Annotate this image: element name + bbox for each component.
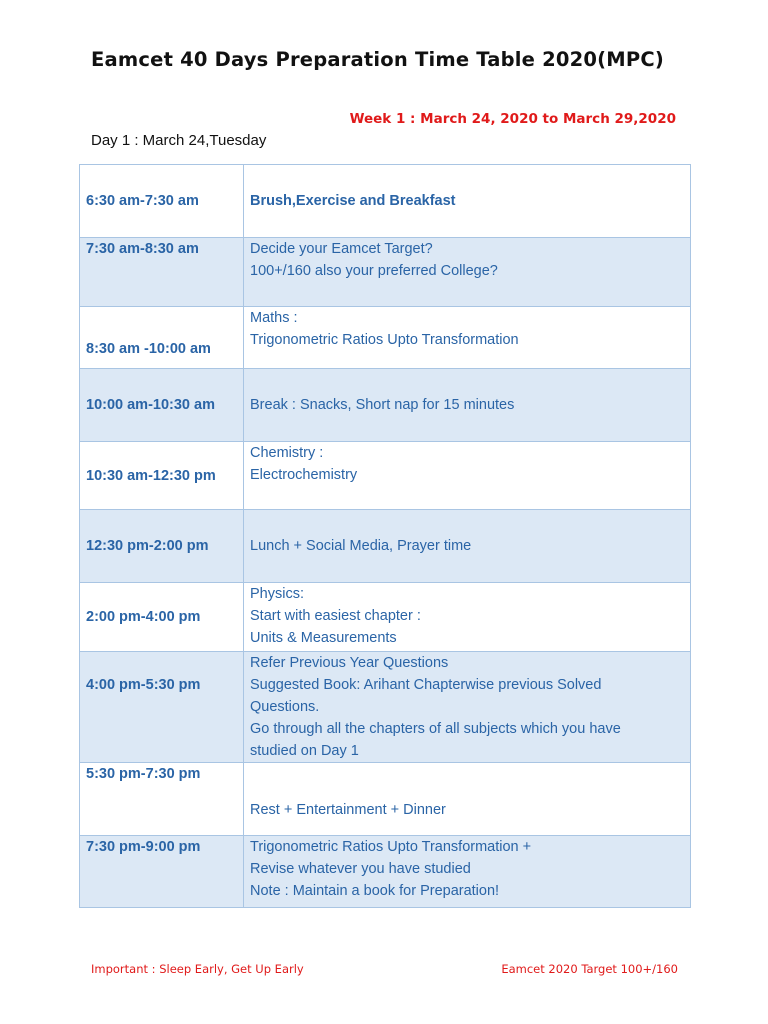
time-cell: 7:30 am-8:30 am [80, 238, 244, 307]
activity-cell [244, 307, 691, 369]
activity-line: Units & Measurements [250, 630, 397, 646]
activity-cell [244, 836, 691, 908]
activity-line: Electrochemistry [250, 467, 358, 483]
activity-line: Lunch + Social Media, Prayer time [250, 538, 472, 554]
schedule-row [80, 165, 691, 238]
activity-cell [244, 510, 691, 583]
activity-line: Maths : [250, 310, 298, 326]
time-cell: 12:30 pm-2:00 pm [80, 510, 244, 583]
activity-line: Note : Maintain a book for Preparation! [250, 883, 500, 899]
activity-line: Refer Previous Year Questions [250, 655, 449, 671]
footer-note-right: Eamcet 2020 Target 100+/160 [501, 962, 678, 976]
time-cell: 7:30 pm-9:00 pm [80, 836, 244, 908]
activity-line: Trigonometric Ratios Upto Transformation + [250, 839, 532, 855]
schedule-row [80, 836, 691, 908]
activity-line: Brush,Exercise and Breakfast [250, 193, 456, 209]
schedule-row [80, 510, 691, 583]
time-cell: 8:30 am -10:00 am [80, 307, 244, 369]
activity-line: Break : Snacks, Short nap for 15 minutes [250, 397, 515, 413]
activity-line: Decide your Eamcet Target? [250, 241, 433, 257]
schedule-row [80, 369, 691, 442]
time-cell: 5:30 pm-7:30 pm [80, 763, 244, 836]
activity-cell [244, 583, 691, 652]
activity-line: Physics: [250, 586, 304, 602]
schedule-row [80, 238, 691, 307]
activity-cell [244, 238, 691, 307]
activity-line: Revise whatever you have studied [250, 861, 471, 877]
week-heading: Week 1 : March 24, 2020 to March 29,2020 [349, 111, 676, 127]
time-cell: 6:30 am-7:30 am [80, 165, 244, 238]
document-title: Eamcet 40 Days Preparation Time Table 2020(MPC) [91, 48, 664, 71]
schedule-row [80, 442, 691, 510]
schedule-table [79, 164, 691, 908]
activity-line: Start with easiest chapter : [250, 608, 421, 624]
activity-cell [244, 652, 691, 763]
activity-line: Trigonometric Ratios Upto Transformation [250, 332, 519, 348]
schedule-row [80, 652, 691, 763]
activity-cell [244, 369, 691, 442]
activity-cell [244, 763, 691, 836]
time-cell: 4:00 pm-5:30 pm [80, 652, 244, 763]
activity-line: Go through all the chapters of all subjects which you have [250, 721, 621, 737]
activity-line: Suggested Book: Arihant Chapterwise previous Solved [250, 677, 602, 693]
schedule-row [80, 763, 691, 836]
time-cell: 10:30 am-12:30 pm [80, 442, 244, 510]
schedule-row [80, 583, 691, 652]
footer-note-left: Important : Sleep Early, Get Up Early [91, 962, 304, 976]
activity-line: 100+/160 also your preferred College? [250, 263, 498, 279]
activity-line: Questions. [250, 699, 320, 715]
day-heading: Day 1 : March 24,Tuesday [91, 132, 267, 149]
schedule-row [80, 307, 691, 369]
time-cell: 2:00 pm-4:00 pm [80, 583, 244, 652]
activity-cell [244, 442, 691, 510]
time-cell: 10:00 am-10:30 am [80, 369, 244, 442]
activity-line: Rest + Entertainment + Dinner [250, 802, 446, 818]
activity-line: studied on Day 1 [250, 743, 359, 759]
activity-line: Chemistry : [250, 445, 324, 461]
activity-cell [244, 165, 691, 238]
